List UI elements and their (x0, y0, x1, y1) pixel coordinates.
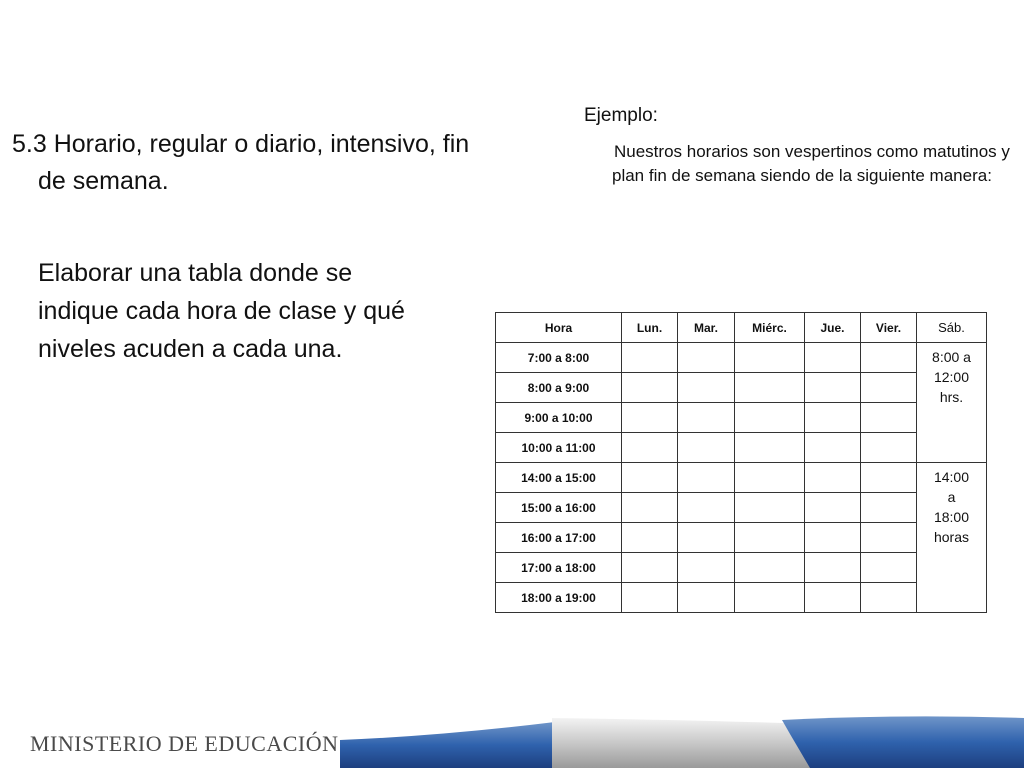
day-cell (735, 583, 805, 613)
day-cell (735, 433, 805, 463)
hour-cell: 14:00 a 15:00 (496, 463, 622, 493)
day-cell (678, 343, 735, 373)
saturday-afternoon-line: horas (933, 529, 970, 545)
day-cell (861, 583, 917, 613)
day-cell (622, 373, 678, 403)
hour-cell: 15:00 a 16:00 (496, 493, 622, 523)
day-cell (678, 373, 735, 403)
header-mierc: Miérc. (735, 313, 805, 343)
day-cell (861, 523, 917, 553)
day-cell (805, 403, 861, 433)
day-cell (735, 373, 805, 403)
header-lun: Lun. (622, 313, 678, 343)
day-cell (622, 403, 678, 433)
day-cell (678, 553, 735, 583)
header-jue: Jue. (805, 313, 861, 343)
schedule-table (495, 312, 987, 613)
day-cell (678, 433, 735, 463)
example-label: Ejemplo: (584, 105, 658, 126)
example-text: Nuestros horarios son vespertinos como matutinos y plan fin de semana siendo de la siguiente manera: (612, 142, 1010, 185)
day-cell (622, 433, 678, 463)
day-cell (735, 493, 805, 523)
header-vier: Vier. (861, 313, 917, 343)
day-cell (805, 373, 861, 403)
footer-silver-band (552, 718, 812, 768)
hour-cell: 7:00 a 8:00 (496, 343, 622, 373)
day-cell (735, 463, 805, 493)
hour-cell: 10:00 a 11:00 (496, 433, 622, 463)
day-cell (861, 493, 917, 523)
table-row (496, 583, 987, 613)
table-row (496, 343, 987, 373)
day-cell (861, 403, 917, 433)
saturday-morning-line: 8:00 a (932, 349, 971, 365)
footer-blue-band-right (782, 716, 1024, 768)
day-cell (678, 463, 735, 493)
day-cell (735, 403, 805, 433)
day-cell (622, 523, 678, 553)
day-cell (622, 343, 678, 373)
table-row (496, 553, 987, 583)
day-cell (861, 373, 917, 403)
table-row (496, 463, 987, 493)
ministry-logo-text: MINISTERIO DE EDUCACIÓN (30, 731, 339, 756)
day-cell (805, 433, 861, 463)
hour-cell: 17:00 a 18:00 (496, 553, 622, 583)
section-instruction: Elaborar una tabla donde se indique cada hora de clase y qué niveles acuden a cada una. (38, 259, 405, 363)
day-cell (622, 583, 678, 613)
day-cell (622, 493, 678, 523)
saturday-morning-cell (917, 343, 987, 463)
day-cell (735, 523, 805, 553)
saturday-afternoon-line: 18:00 (933, 509, 970, 525)
day-cell (735, 553, 805, 583)
day-cell (805, 523, 861, 553)
hour-cell: 8:00 a 9:00 (496, 373, 622, 403)
day-cell (678, 583, 735, 613)
header-sab: Sáb. (917, 313, 987, 343)
table-row (496, 373, 987, 403)
saturday-afternoon-line: 14:00 (933, 469, 970, 485)
saturday-morning-line: hrs. (939, 389, 964, 405)
hour-cell: 18:00 a 19:00 (496, 583, 622, 613)
day-cell (678, 523, 735, 553)
day-cell (861, 553, 917, 583)
table-row (496, 403, 987, 433)
saturday-morning-line: 12:00 (933, 369, 970, 385)
header-hora: Hora (496, 313, 622, 343)
table-row (496, 523, 987, 553)
table-header-row (496, 313, 987, 343)
day-cell (861, 433, 917, 463)
saturday-afternoon-line: a (947, 489, 956, 505)
footer-blue-band-left (340, 722, 555, 768)
day-cell (622, 553, 678, 583)
day-cell (861, 343, 917, 373)
day-cell (678, 493, 735, 523)
hour-cell: 9:00 a 10:00 (496, 403, 622, 433)
day-cell (735, 343, 805, 373)
day-cell (805, 553, 861, 583)
table-row (496, 433, 987, 463)
day-cell (678, 403, 735, 433)
table-row (496, 493, 987, 523)
hour-cell: 16:00 a 17:00 (496, 523, 622, 553)
day-cell (805, 583, 861, 613)
section-heading: 5.3 Horario, regular o diario, intensivo, fin de semana. (12, 130, 470, 195)
day-cell (622, 463, 678, 493)
header-mar: Mar. (678, 313, 735, 343)
day-cell (861, 463, 917, 493)
day-cell (805, 343, 861, 373)
saturday-afternoon-cell (917, 463, 987, 613)
day-cell (805, 493, 861, 523)
day-cell (805, 463, 861, 493)
